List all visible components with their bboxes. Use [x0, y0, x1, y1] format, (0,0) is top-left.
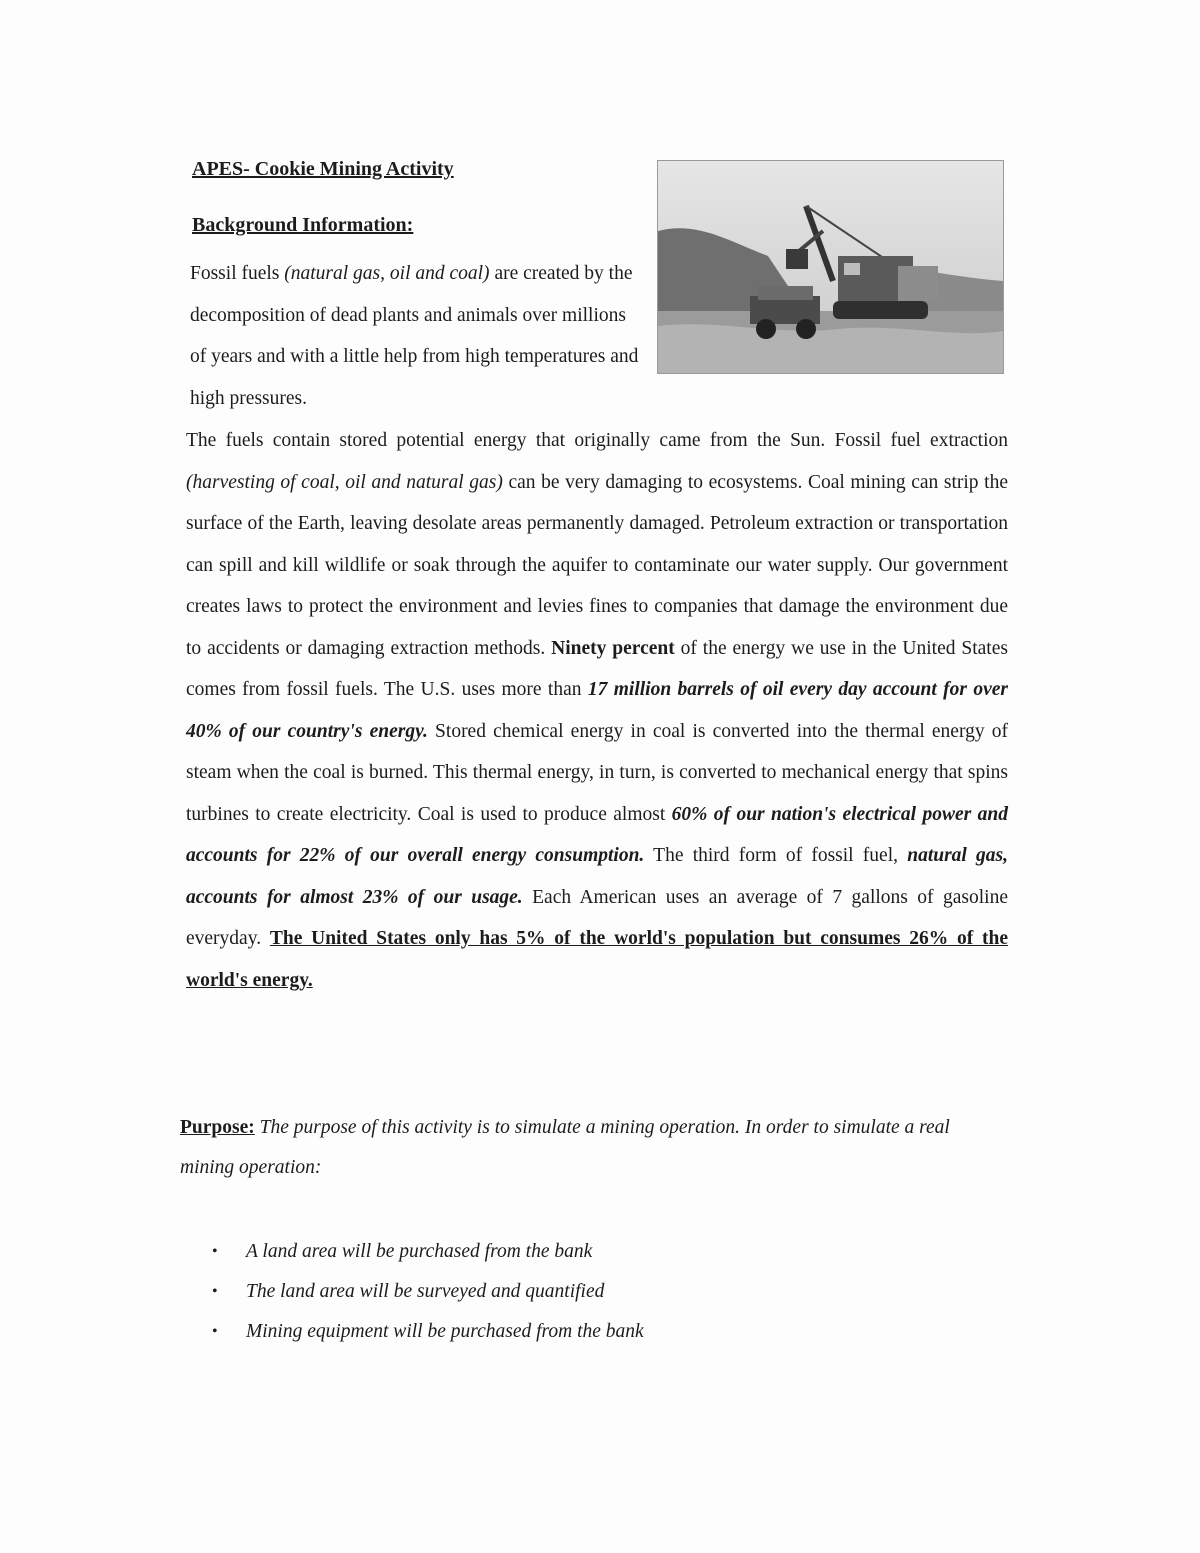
intro-fuel-list: (natural gas, oil and coal) — [284, 263, 490, 284]
bullet-icon: • — [212, 1323, 218, 1340]
natural-gas-fact: natural gas, accounts for almost 23% of our usage. — [186, 845, 1009, 908]
coal-fact: 60% of our nation's electrical power and accounts for 22% of our overall energy consumption. — [186, 803, 1008, 866]
steps-list — [200, 1232, 644, 1352]
main-text-2: can be very damaging to ecosystems. Coal mining can strip the surface of the Earth, leaving desolate areas permanently damaged. Petroleum extraction or transportation can spill and kill wildlife or soak through the aquifer to contaminate our water supply. Our government creates laws to protect the environment and levies fines to companies that damage the environment due to accidents or damaging extraction methods. — [186, 471, 1008, 659]
intro-text-2: are created by the decomposition of dead plants and animals over millions of years and with a little help from high temperatures and high pressures. — [190, 263, 639, 409]
list-item — [200, 1232, 644, 1272]
purpose-text: The purpose of this activity is to simulate a mining operation. In order to simulate a real mining operation: — [180, 1117, 950, 1178]
list-item — [200, 1312, 644, 1352]
main-text-6: Each American uses an average of 7 gallons of gasoline everyday. — [186, 886, 1008, 949]
intro-text-1: Fossil fuels — [190, 263, 285, 284]
step-text: The land area will be surveyed and quantified — [246, 1281, 605, 1302]
extraction-definition: (harvesting of coal, oil and natural gas) — [186, 471, 503, 493]
background-heading: Background Information: — [192, 214, 414, 236]
consumption-fact: The United States only has 5% of the world's population but consumes 26% of the world's energy. — [186, 928, 1008, 991]
purpose-label: Purpose: — [180, 1117, 255, 1138]
mining-shovel-photo — [657, 160, 1004, 374]
document-title: APES- Cookie Mining Activity — [192, 158, 454, 180]
main-text-4: Stored chemical energy in coal is converted into the thermal energy of steam when the coal is burned. This thermal energy, in turn, is converted to mechanical energy that spins turbines to create electricity. Coal is used to produce almost — [186, 720, 1008, 825]
ninety-percent: Ninety percent — [551, 637, 675, 659]
purpose-paragraph — [180, 1108, 950, 1188]
list-item — [200, 1272, 644, 1312]
main-text-5: The third form of fossil fuel, — [644, 845, 908, 866]
main-text-3: of the energy we use in the United States comes from fossil fuels. The U.S. uses more than — [186, 637, 1008, 700]
main-text-1: The fuels contain stored potential energy that originally came from the Sun. Fossil fuel extraction — [186, 430, 1008, 451]
mining-shovel-illustration — [658, 161, 1003, 373]
bullet-icon: • — [212, 1283, 218, 1300]
bullet-icon: • — [212, 1243, 218, 1260]
main-paragraph — [186, 420, 1008, 1001]
intro-paragraph — [190, 253, 640, 419]
step-text: A land area will be purchased from the bank — [246, 1241, 593, 1262]
step-text: Mining equipment will be purchased from the bank — [246, 1321, 644, 1342]
oil-fact: 17 million barrels of oil every day account for over 40% of our country's energy. — [186, 679, 1008, 742]
